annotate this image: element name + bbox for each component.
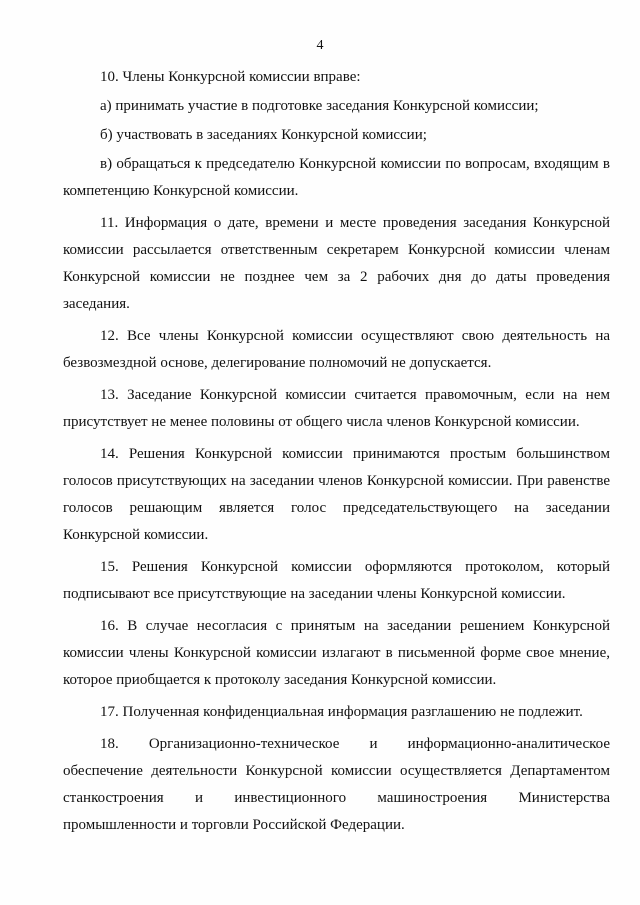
paragraph-11: 11. Информация о дате, времени и месте проведения заседания Конкурсной комиссии рассылается ответственным секретарем Конкурсной комиссии членам Конкурсной комиссии не позднее чем за 2 рабочих дня до даты проведения заседания. <box>63 215 610 312</box>
paragraph-18: 18. Организационно-техническое и информационно-аналитическое обеспечение деятельности Конкурсной комиссии осуществляется Департаментом станкостроения и инвестиционного машиностроения Министерства промышленности и торговли Российской Федерации. <box>63 736 610 833</box>
paragraph-10: 10. Члены Конкурсной комиссии вправе: <box>100 69 361 85</box>
paragraph-10a: а) принимать участие в подготовке заседания Конкурсной комиссии; <box>100 98 539 114</box>
paragraph-12: 12. Все члены Конкурсной комиссии осуществляют свою деятельность на безвозмездной основе, делегирование полномочий не допускается. <box>63 328 610 371</box>
paragraph-10v: в) обращаться к председателю Конкурсной комиссии по вопросам, входящим в компетенцию Конкурсной комиссии. <box>63 156 610 199</box>
paragraph-16: 16. В случае несогласия с принятым на заседании решением Конкурсной комиссии члены Конкурсной комиссии излагают в письменной форме свое мнение, которое приобщается к протоколу заседания Конкурсной комиссии. <box>63 618 610 688</box>
paragraph-10b: б) участвовать в заседаниях Конкурсной комиссии; <box>100 127 427 143</box>
document-body <box>63 64 610 844</box>
paragraph-14: 14. Решения Конкурсной комиссии принимаются простым большинством голосов присутствующих на заседании членов Конкурсной комиссии. При равенстве голосов решающим является голос председательствующего на заседании Конкурсной комиссии. <box>63 446 610 543</box>
paragraph-15: 15. Решения Конкурсной комиссии оформляются протоколом, который подписывают все присутствующие на заседании члены Конкурсной комиссии. <box>63 559 610 602</box>
page-number: 4 <box>316 38 324 53</box>
paragraph-13: 13. Заседание Конкурсной комиссии считается правомочным, если на нем присутствует не менее половины от общего числа членов Конкурсной комиссии. <box>63 387 610 430</box>
paragraph-17: 17. Полученная конфиденциальная информация разглашению не подлежит. <box>100 704 583 720</box>
